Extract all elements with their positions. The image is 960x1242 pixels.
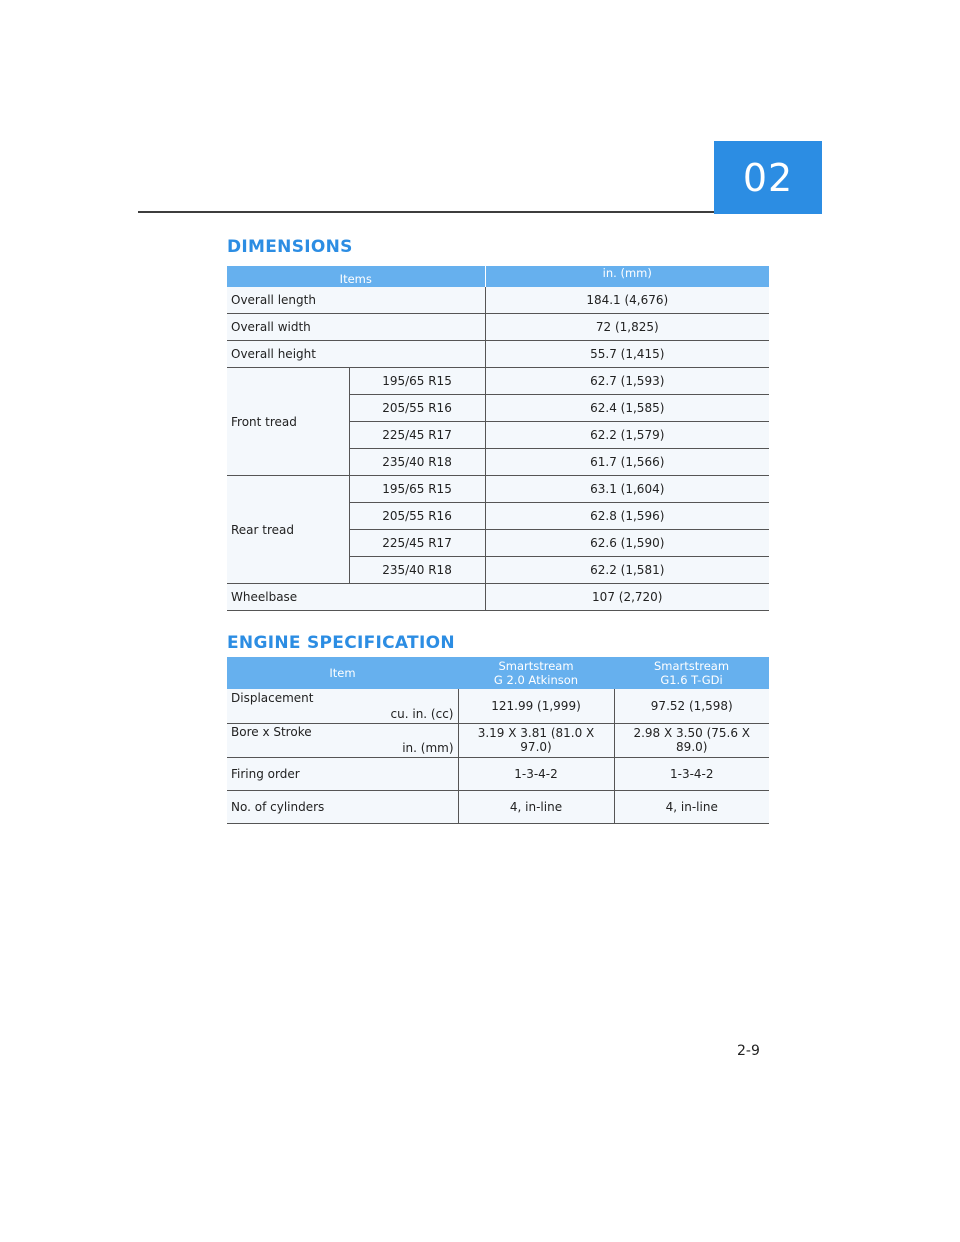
table-row — [227, 790, 769, 823]
spec-value-g16: 4, in-line — [614, 790, 769, 823]
engine-header-g16 — [614, 657, 769, 689]
spec-value-g20: 121.99 (1,999) — [458, 689, 614, 723]
row-value: 72 (1,825) — [485, 314, 769, 341]
spec-label — [227, 723, 458, 757]
tread-value: 62.4 (1,585) — [485, 395, 769, 422]
row-label: Wheelbase — [227, 584, 485, 611]
engine-header-item: Item — [227, 657, 458, 689]
table-row — [227, 476, 769, 503]
spec-label: No. of cylinders — [227, 790, 458, 823]
tread-value: 62.7 (1,593) — [485, 368, 769, 395]
table-row — [227, 757, 769, 790]
tire-size: 235/40 R18 — [349, 557, 485, 584]
spec-name: Displacement — [231, 690, 314, 705]
tire-size: 225/45 R17 — [349, 422, 485, 449]
spec-value-g16: 97.52 (1,598) — [614, 689, 769, 723]
spec-value-g16: 2.98 X 3.50 (75.6 X 89.0) — [614, 723, 769, 757]
g20-line2: G 2.0 Atkinson — [493, 673, 579, 687]
header-rule — [138, 211, 714, 213]
row-label: Overall length — [227, 287, 485, 314]
engine-heading: ENGINE SPECIFICATION — [227, 633, 455, 653]
spec-value-g20: 1-3-4-2 — [458, 757, 614, 790]
spec-unit: cu. in. (cc) — [390, 706, 454, 721]
spec-name: Bore x Stroke — [231, 725, 312, 739]
row-label: Overall height — [227, 341, 485, 368]
table-row — [227, 341, 769, 368]
spec-unit: in. (mm) — [402, 741, 454, 755]
page-number: 2-9 — [737, 1043, 760, 1059]
chapter-tab — [714, 141, 822, 214]
g16-line2: G1.6 T-GDi — [660, 673, 723, 687]
tire-size: 195/65 R15 — [349, 476, 485, 503]
rear-tread-label: Rear tread — [227, 476, 349, 584]
tire-size: 235/40 R18 — [349, 449, 485, 476]
spec-value-g20: 3.19 X 3.81 (81.0 X 97.0) — [458, 723, 614, 757]
spec-value-g20: 4, in-line — [458, 790, 614, 823]
dimensions-heading: DIMENSIONS — [227, 237, 353, 257]
engine-header-g20 — [458, 657, 614, 689]
dimensions-table — [227, 266, 769, 611]
spec-value-g16: 1-3-4-2 — [614, 757, 769, 790]
front-tread-label: Front tread — [227, 368, 349, 476]
g20-line1: Smartstream — [498, 659, 574, 673]
table-row — [227, 689, 769, 723]
dimensions-header-value: in. (mm) — [485, 266, 769, 287]
table-row — [227, 314, 769, 341]
row-value: 184.1 (4,676) — [485, 287, 769, 314]
tire-size: 195/65 R15 — [349, 368, 485, 395]
tread-value: 62.8 (1,596) — [485, 503, 769, 530]
table-row — [227, 584, 769, 611]
tire-size: 225/45 R17 — [349, 530, 485, 557]
spec-label — [227, 689, 458, 723]
table-row — [227, 723, 769, 757]
tread-value: 62.2 (1,581) — [485, 557, 769, 584]
dimensions-header-items: Items — [227, 266, 485, 287]
engine-spec-table — [227, 657, 769, 824]
engine-header-row — [227, 657, 769, 689]
table-row — [227, 368, 769, 395]
tread-value: 61.7 (1,566) — [485, 449, 769, 476]
row-label: Overall width — [227, 314, 485, 341]
spec-label: Firing order — [227, 757, 458, 790]
tire-size: 205/55 R16 — [349, 395, 485, 422]
table-row — [227, 287, 769, 314]
row-value: 55.7 (1,415) — [485, 341, 769, 368]
tread-value: 62.6 (1,590) — [485, 530, 769, 557]
chapter-number: 02 — [742, 155, 794, 200]
tire-size: 205/55 R16 — [349, 503, 485, 530]
dimensions-header-row — [227, 266, 769, 287]
g16-line1: Smartstream — [653, 659, 730, 673]
tread-value: 62.2 (1,579) — [485, 422, 769, 449]
tread-value: 63.1 (1,604) — [485, 476, 769, 503]
row-value: 107 (2,720) — [485, 584, 769, 611]
